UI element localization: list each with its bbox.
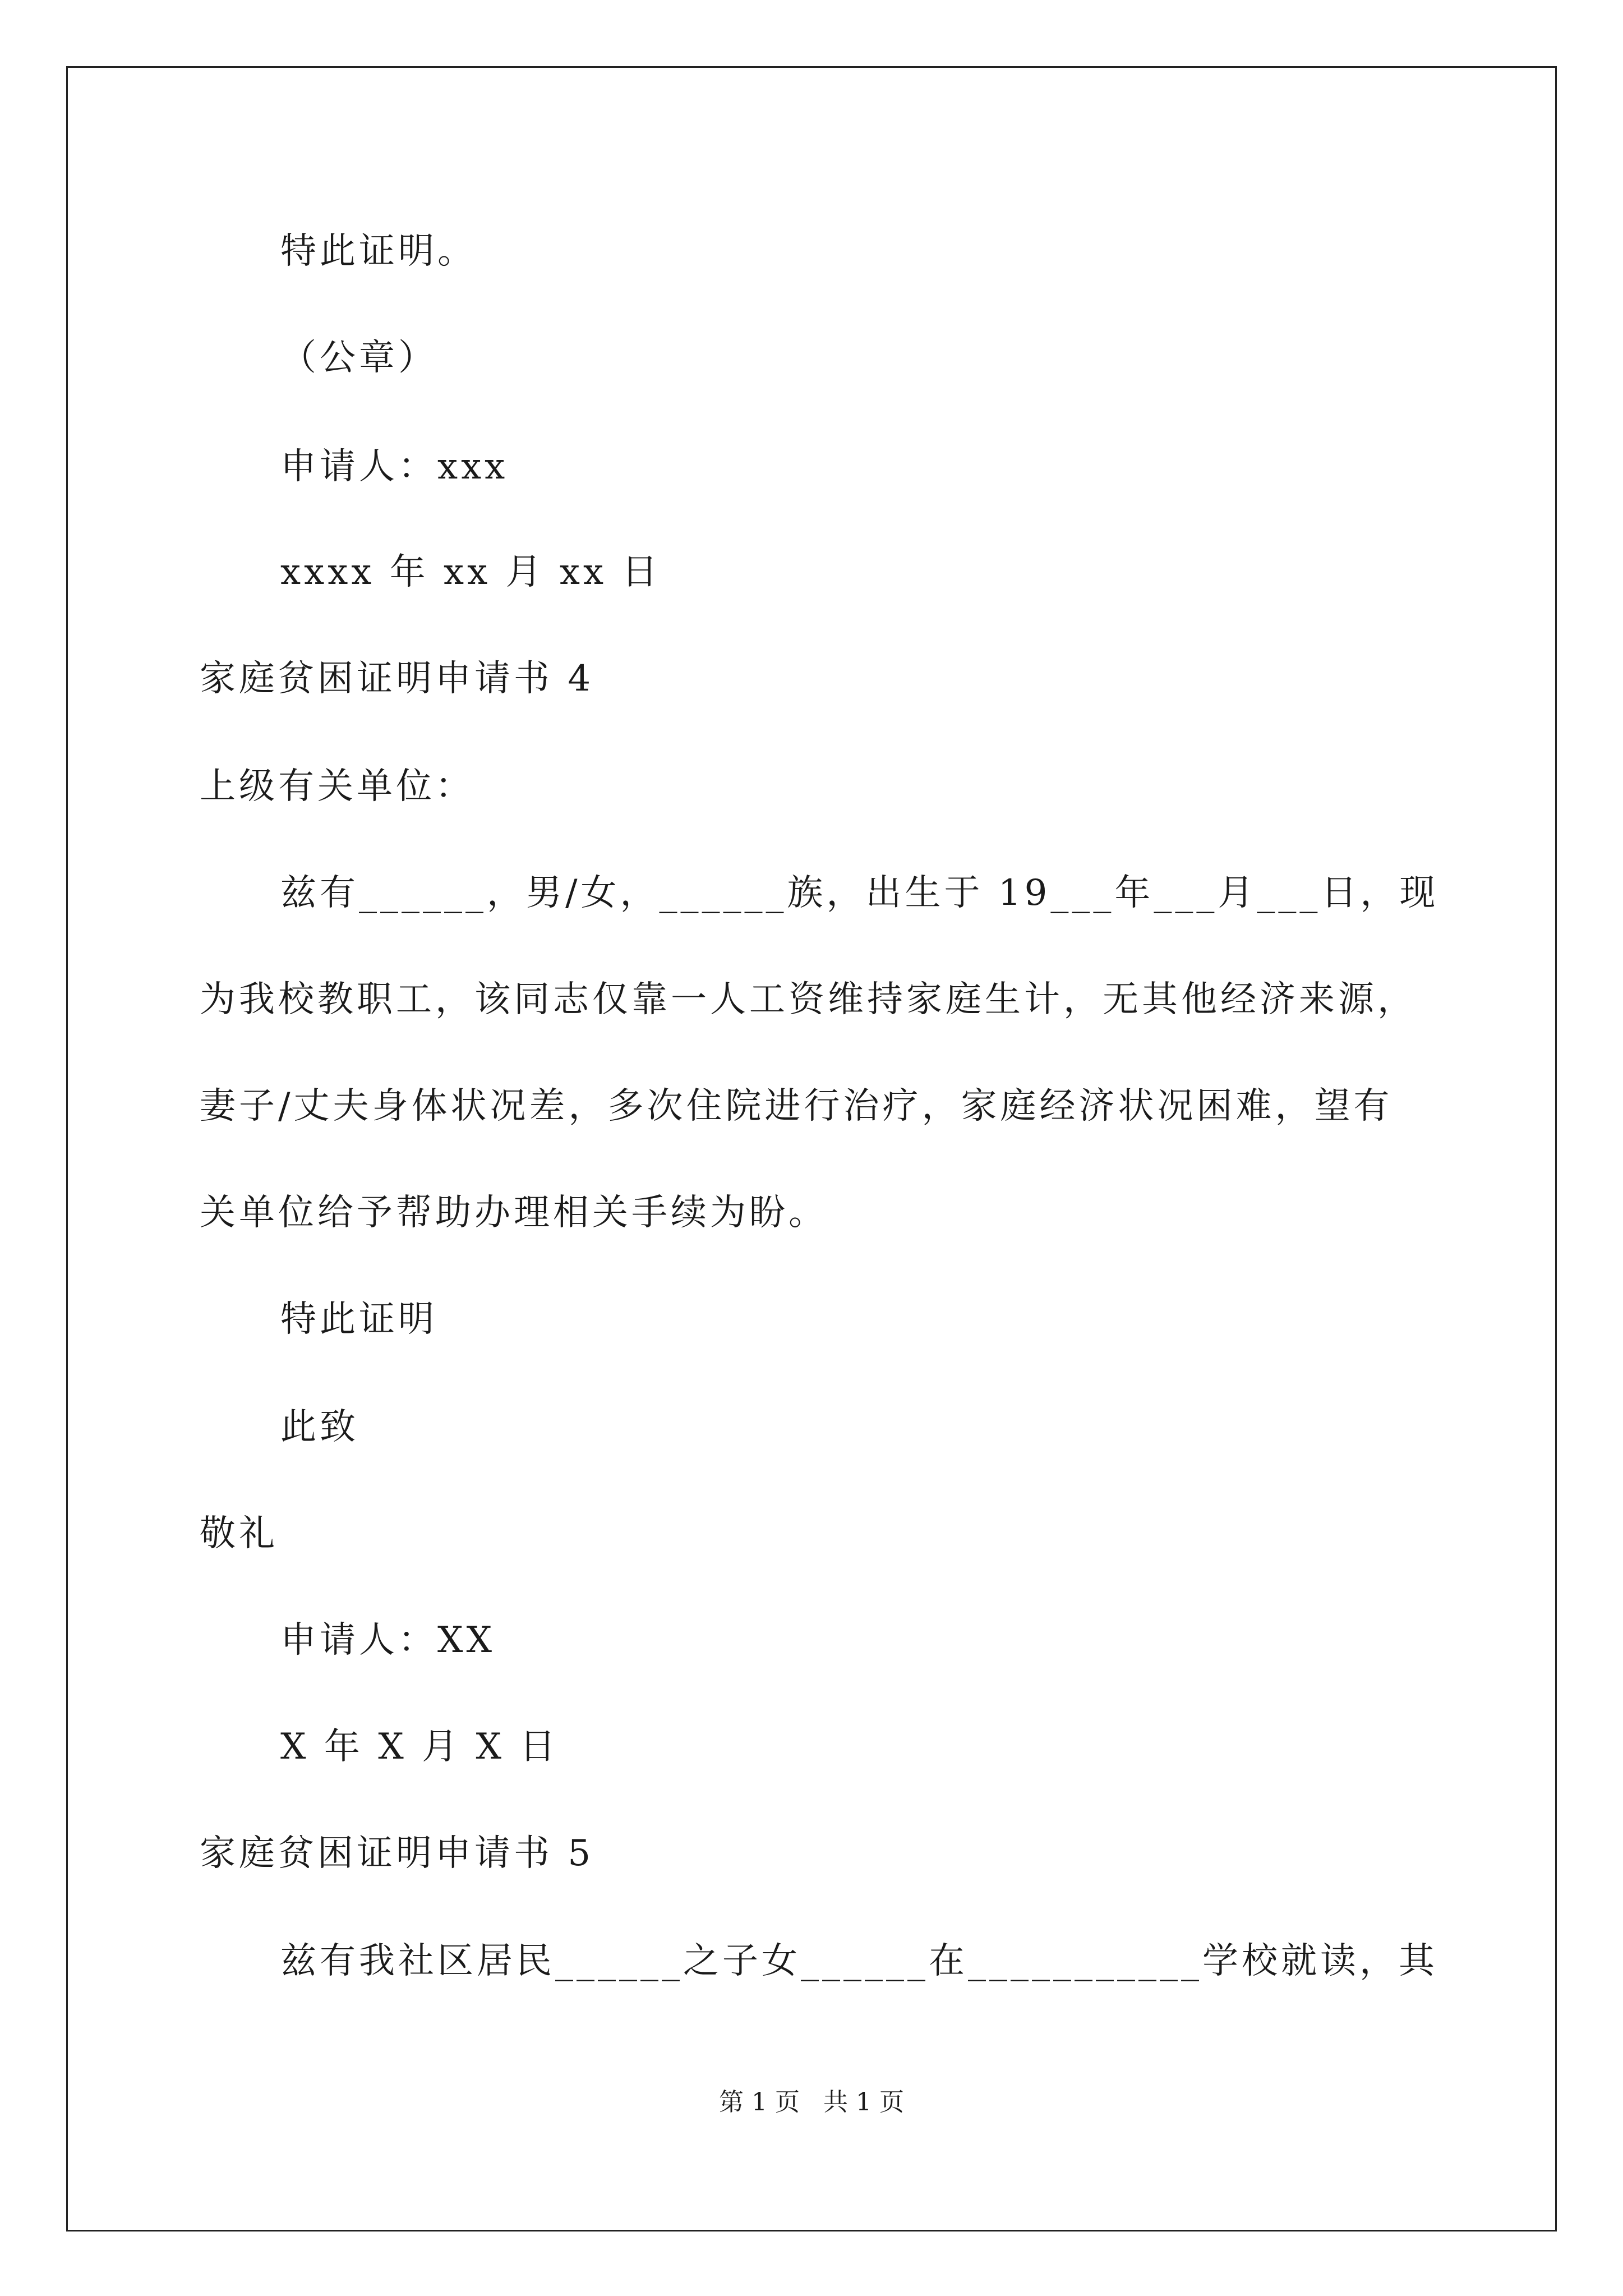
page-footer: 第 1 页 共 1 页: [719, 2088, 904, 2116]
salutation: 上级有关单位：: [200, 766, 474, 807]
text-line: 申请人：xxx: [280, 446, 509, 487]
text-line: 申请人：XX: [280, 1619, 496, 1661]
text-line: X 年 X 月 X 日: [280, 1726, 559, 1768]
text-line: 特此证明。: [280, 231, 477, 272]
text-line: 兹有我社区居民______之子女______在___________学校就读，其: [280, 1940, 1438, 1982]
text-line: 关单位给予帮助办理相关手续为盼。: [200, 1192, 828, 1234]
section-heading: 家庭贫困证明申请书 5: [200, 1833, 594, 1874]
text-line: 妻子/丈夫身体状况差，多次住院进行治疗，家庭经济状况困难，望有: [200, 1085, 1393, 1127]
text-line: 敬礼: [200, 1513, 278, 1554]
section-heading: 家庭贫困证明申请书 4: [200, 658, 594, 700]
text-line: 此致: [280, 1406, 359, 1448]
page-border: [66, 66, 1557, 2231]
text-line: （公章）: [280, 337, 437, 379]
text-line: 兹有______，男/女，______族，出生于 19___年___月___日，现: [280, 872, 1439, 914]
text-line: 特此证明: [280, 1299, 437, 1340]
text-line: 为我校教职工，该同志仅靠一人工资维持家庭生计，无其他经济来源，: [200, 979, 1417, 1020]
text-line: xxxx 年 xx 月 xx 日: [280, 551, 661, 593]
